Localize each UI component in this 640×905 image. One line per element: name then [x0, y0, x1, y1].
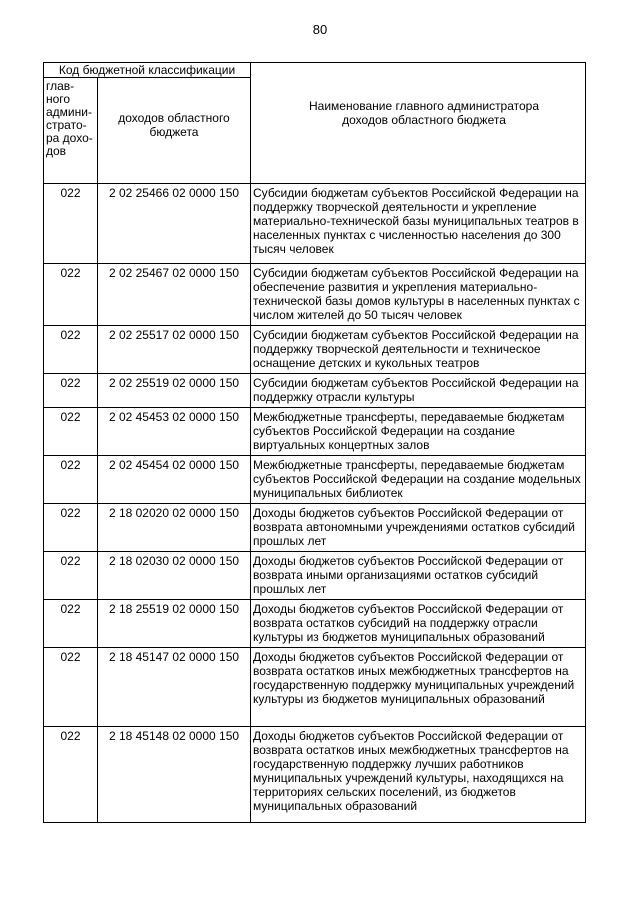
header-row-group [44, 63, 586, 78]
table-row [44, 648, 586, 727]
cell-income-name: Межбюджетные трансферты, передаваемые бюджетам субъектов Российской Федерации на создание виртуальных концертных залов [251, 408, 586, 456]
cell-income-code: 2 02 25467 02 0000 150 [98, 264, 251, 326]
cell-income-name: Доходы бюджетов субъектов Российской Федерации от возврата иными организациями остатков субсидий прошлых лет [251, 552, 586, 600]
table-row [44, 727, 586, 823]
cell-income-code: 2 18 25519 02 0000 150 [98, 600, 251, 648]
header-chief-administrator [44, 78, 98, 184]
cell-chief-administrator-code: 022 [44, 326, 98, 374]
cell-chief-administrator-code: 022 [44, 184, 98, 264]
cell-income-name: Доходы бюджетов субъектов Российской Федерации от возврата остатков иных межбюджетных трансфертов на государственную поддержку лучших работников муниципальных учреждений культуры, находящихся на территориях сельских поселений, из бюджетов муниципальных образований [251, 727, 586, 823]
cell-income-name: Межбюджетные трансферты, передаваемые бюджетам субъектов Российской Федерации на создание модельных муниципальных библиотек [251, 456, 586, 504]
table-header [44, 63, 586, 184]
cell-income-code: 2 02 45453 02 0000 150 [98, 408, 251, 456]
cell-income-code: 2 18 45147 02 0000 150 [98, 648, 251, 727]
table-row [44, 456, 586, 504]
cell-income-code: 2 02 25517 02 0000 150 [98, 326, 251, 374]
cell-income-code: 2 18 02020 02 0000 150 [98, 504, 251, 552]
cell-chief-administrator-code: 022 [44, 727, 98, 823]
header-regional-income [98, 78, 251, 184]
table-row [44, 184, 586, 264]
cell-chief-administrator-code: 022 [44, 552, 98, 600]
cell-chief-administrator-code: 022 [44, 408, 98, 456]
cell-chief-administrator-code: 022 [44, 374, 98, 408]
table-body [44, 184, 586, 823]
table-row [44, 504, 586, 552]
cell-income-name: Субсидии бюджетам субъектов Российской Федерации на поддержку отрасли культуры [251, 374, 586, 408]
cell-income-code: 2 02 45454 02 0000 150 [98, 456, 251, 504]
header-regional-income-text: доходов областного бюджета [118, 110, 230, 139]
page-number: 80 [312, 22, 328, 37]
cell-income-code: 2 18 45148 02 0000 150 [98, 727, 251, 823]
cell-chief-administrator-code: 022 [44, 456, 98, 504]
cell-chief-administrator-code: 022 [44, 504, 98, 552]
table-row [44, 408, 586, 456]
cell-income-name: Субсидии бюджетам субъектов Российской Федерации на обеспечение развития и укрепления материально-технической базы домов культуры в населенных пунктах с числом жителей до 50 тысяч человек [251, 264, 586, 326]
cell-income-name: Доходы бюджетов субъектов Российской Федерации от возврата остатков иных межбюджетных трансфертов на государственную поддержку муниципальных учреждений культуры из бюджетов муниципальных образований [251, 648, 586, 727]
cell-income-name: Субсидии бюджетам субъектов Российской Федерации на поддержку творческой деятельности и укрепление материально-технической базы муниципальных театров в населенных пунктах с численностью населения до 300 тысяч человек [251, 184, 586, 264]
cell-chief-administrator-code: 022 [44, 264, 98, 326]
cell-income-name: Доходы бюджетов субъектов Российской Федерации от возврата остатков субсидий на поддержку отрасли культуры из бюджетов муниципальных образований [251, 600, 586, 648]
cell-income-code: 2 02 25519 02 0000 150 [98, 374, 251, 408]
budget-classification-table [43, 62, 586, 823]
header-chief-administrator-text: глав- ного админи- страто- ра дохо- дов [46, 79, 93, 158]
table-row [44, 600, 586, 648]
header-administrator-name [251, 63, 586, 184]
cell-chief-administrator-code: 022 [44, 600, 98, 648]
cell-chief-administrator-code: 022 [44, 648, 98, 727]
table-row [44, 374, 586, 408]
cell-income-name: Доходы бюджетов субъектов Российской Федерации от возврата автономными учреждениями остатков субсидий прошлых лет [251, 504, 586, 552]
table-row [44, 264, 586, 326]
header-administrator-name-text: Наименование главного администратора доходов областного бюджета [309, 99, 540, 127]
cell-income-code: 2 02 25466 02 0000 150 [98, 184, 251, 264]
table-row [44, 326, 586, 374]
cell-income-name: Субсидии бюджетам субъектов Российской Федерации на поддержку творческой деятельности и техническое оснащение детских и кукольных театров [251, 326, 586, 374]
cell-income-code: 2 18 02030 02 0000 150 [98, 552, 251, 600]
table-row [44, 552, 586, 600]
header-budget-classification-code: Код бюджетной классификации [44, 63, 251, 78]
